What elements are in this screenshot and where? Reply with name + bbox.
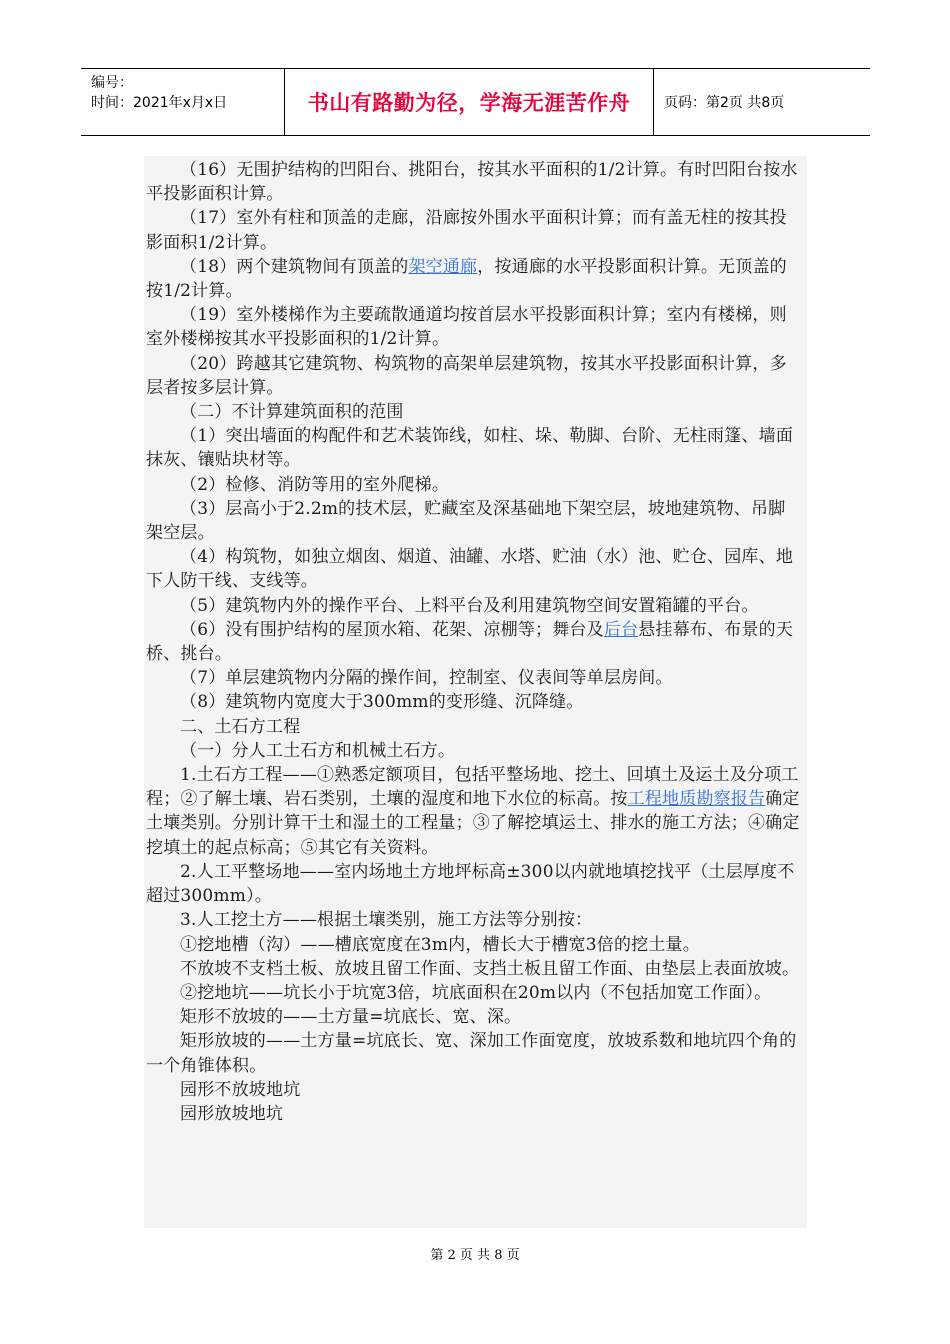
paragraph-text: （5）建筑物内外的操作平台、上料平台及利用建筑物空间安置箱罐的平台。 [180, 595, 759, 616]
paragraph [146, 594, 801, 618]
paragraph [146, 908, 801, 932]
header-page-info: 页码：第2页 共8页 [664, 95, 785, 111]
paragraph [146, 933, 801, 957]
paragraph [146, 618, 801, 666]
paragraph-text: （20）跨越其它建筑物、构筑物的高架单层建筑物，按其水平投影面积计算，多层者按多层计算。 [146, 353, 787, 398]
paragraph-text: （一）分人工土石方和机械土石方。 [180, 740, 456, 761]
paragraph-text: （2）检修、消防等用的室外爬梯。 [180, 474, 450, 495]
paragraph-text: 不放坡不支档土板、放坡且留工作面、支挡土板且留工作面、由垫层上表面放坡。 [180, 958, 800, 979]
paragraph-text: （6）没有围护结构的屋顶水箱、花架、凉棚等；舞台及 [180, 619, 604, 640]
paragraph-text: （8）建筑物内宽度大于300mm的变形缝、沉降缝。 [180, 692, 584, 713]
paragraph [146, 1078, 801, 1102]
paragraph [146, 424, 801, 472]
paragraph [146, 255, 801, 303]
paragraph-text: 确定土壤类别。分别计算干土和湿土的工程量；③了解挖填运土、排水的施工方法；④确定挖填土的起点标高；⑤其它有关资料。 [146, 789, 800, 858]
paragraph [146, 497, 801, 545]
inline-link[interactable]: 架空通廊 [408, 256, 478, 277]
paragraph [146, 352, 801, 400]
paragraph [146, 1029, 801, 1077]
header-meta [81, 69, 284, 135]
paragraph [146, 473, 801, 497]
inline-link[interactable]: 工程地质勘察报告 [627, 789, 766, 810]
inline-link[interactable]: 后台 [603, 619, 639, 640]
document-body [144, 156, 807, 1228]
header-number-label: 编号： [91, 75, 133, 91]
paragraph-text: ，按通廊的水平投影面积计算。无顶盖的按1/2计算。 [146, 256, 787, 302]
header-motto: 书山有路勤为径，学海无涯苦作舟 [307, 91, 631, 115]
paragraph-text: （4）构筑物，如独立烟囱、烟道、油罐、水塔、贮油（水）池、贮仓、园库、地下人防干线、支线等。 [146, 547, 794, 592]
paragraph-text: （1）突出墙面的构配件和艺术装饰线，如柱、垛、勒脚、台阶、无柱雨篷、墙面抹灰、镶贴块材等。 [146, 426, 794, 471]
paragraph [146, 860, 801, 908]
paragraph-text: 二、土石方工程 [180, 716, 301, 737]
header-date-label: 时间：2021年x月x日 [91, 95, 228, 111]
paragraph-text: （18）两个建筑物间有顶盖的 [180, 256, 409, 277]
paragraph [146, 957, 801, 981]
paragraph-text: 园形放坡地坑 [180, 1103, 284, 1124]
paragraph [146, 1102, 801, 1126]
paragraph-text: 2.人工平整场地——室内场地土方地坪标高±300以内就地填挖找平（土层厚度不超过300mm）。 [146, 861, 795, 907]
paragraph-text: （17）室外有柱和顶盖的走廊，沿廊按外围水平面积计算；而有盖无柱的按其投影面积1/2计算。 [146, 208, 787, 253]
page-footer: 第 2 页 共 8 页 [430, 1248, 520, 1263]
paragraph-text: （7）单层建筑物内分隔的操作间，控制室、仪表间等单层房间。 [180, 668, 673, 689]
paragraph [146, 739, 801, 763]
paragraph-text: 矩形不放坡的——土方量=坑底长、宽、深。 [180, 1007, 522, 1028]
paragraph [146, 545, 801, 593]
header-motto-cell [284, 69, 654, 135]
paragraph [146, 690, 801, 714]
paragraph-text: （16）无围护结构的凹阳台、挑阳台，按其水平面积的1/2计算。有时凹阳台按水平投影面积计算。 [146, 160, 798, 205]
paragraph [146, 715, 801, 739]
paragraph-text: 悬挂幕布、布景的天桥、挑台。 [146, 619, 794, 665]
paragraph-text: 1.土石方工程——①熟悉定额项目，包括平整场地、挖土、回填土及运土及分项工程；②了解土壤、岩石类别，土壤的湿度和地下水位的标高。按 [146, 765, 799, 810]
paragraph [146, 158, 801, 206]
page-header [81, 68, 870, 136]
paragraph-text: ①挖地槽（沟）——槽底宽度在3m内，槽长大于槽宽3倍的挖土量。 [180, 934, 700, 955]
paragraph [146, 303, 801, 351]
paragraph-text: 矩形放坡的——土方量=坑底长、宽、深加工作面宽度，放坡系数和地坑四个角的一个角锥体积。 [146, 1031, 797, 1076]
paragraph [146, 666, 801, 690]
paragraph-text: （二）不计算建筑面积的范围 [180, 402, 404, 423]
paragraph [146, 1005, 801, 1029]
paragraph-text: ②挖地坑——坑长小于坑宽3倍，坑底面积在20m以内（不包括加宽工作面）。 [180, 982, 772, 1003]
paragraph-text: 园形不放坡地坑 [180, 1079, 301, 1100]
paragraph [146, 981, 801, 1005]
paragraph [146, 763, 801, 860]
paragraph [146, 400, 801, 424]
paragraph-text: （3）层高小于2.2m的技术层，贮藏室及深基础地下架空层，坡地建筑物、吊脚架空层。 [146, 498, 786, 544]
paragraph-text: 3.人工挖土方——根据土壤类别，施工方法等分别按： [180, 910, 593, 931]
paragraph-text: （19）室外楼梯作为主要疏散通道均按首层水平投影面积计算；室内有楼梯，则室外楼梯按其水平投影面积的1/2计算。 [146, 305, 787, 350]
paragraph [146, 206, 801, 254]
